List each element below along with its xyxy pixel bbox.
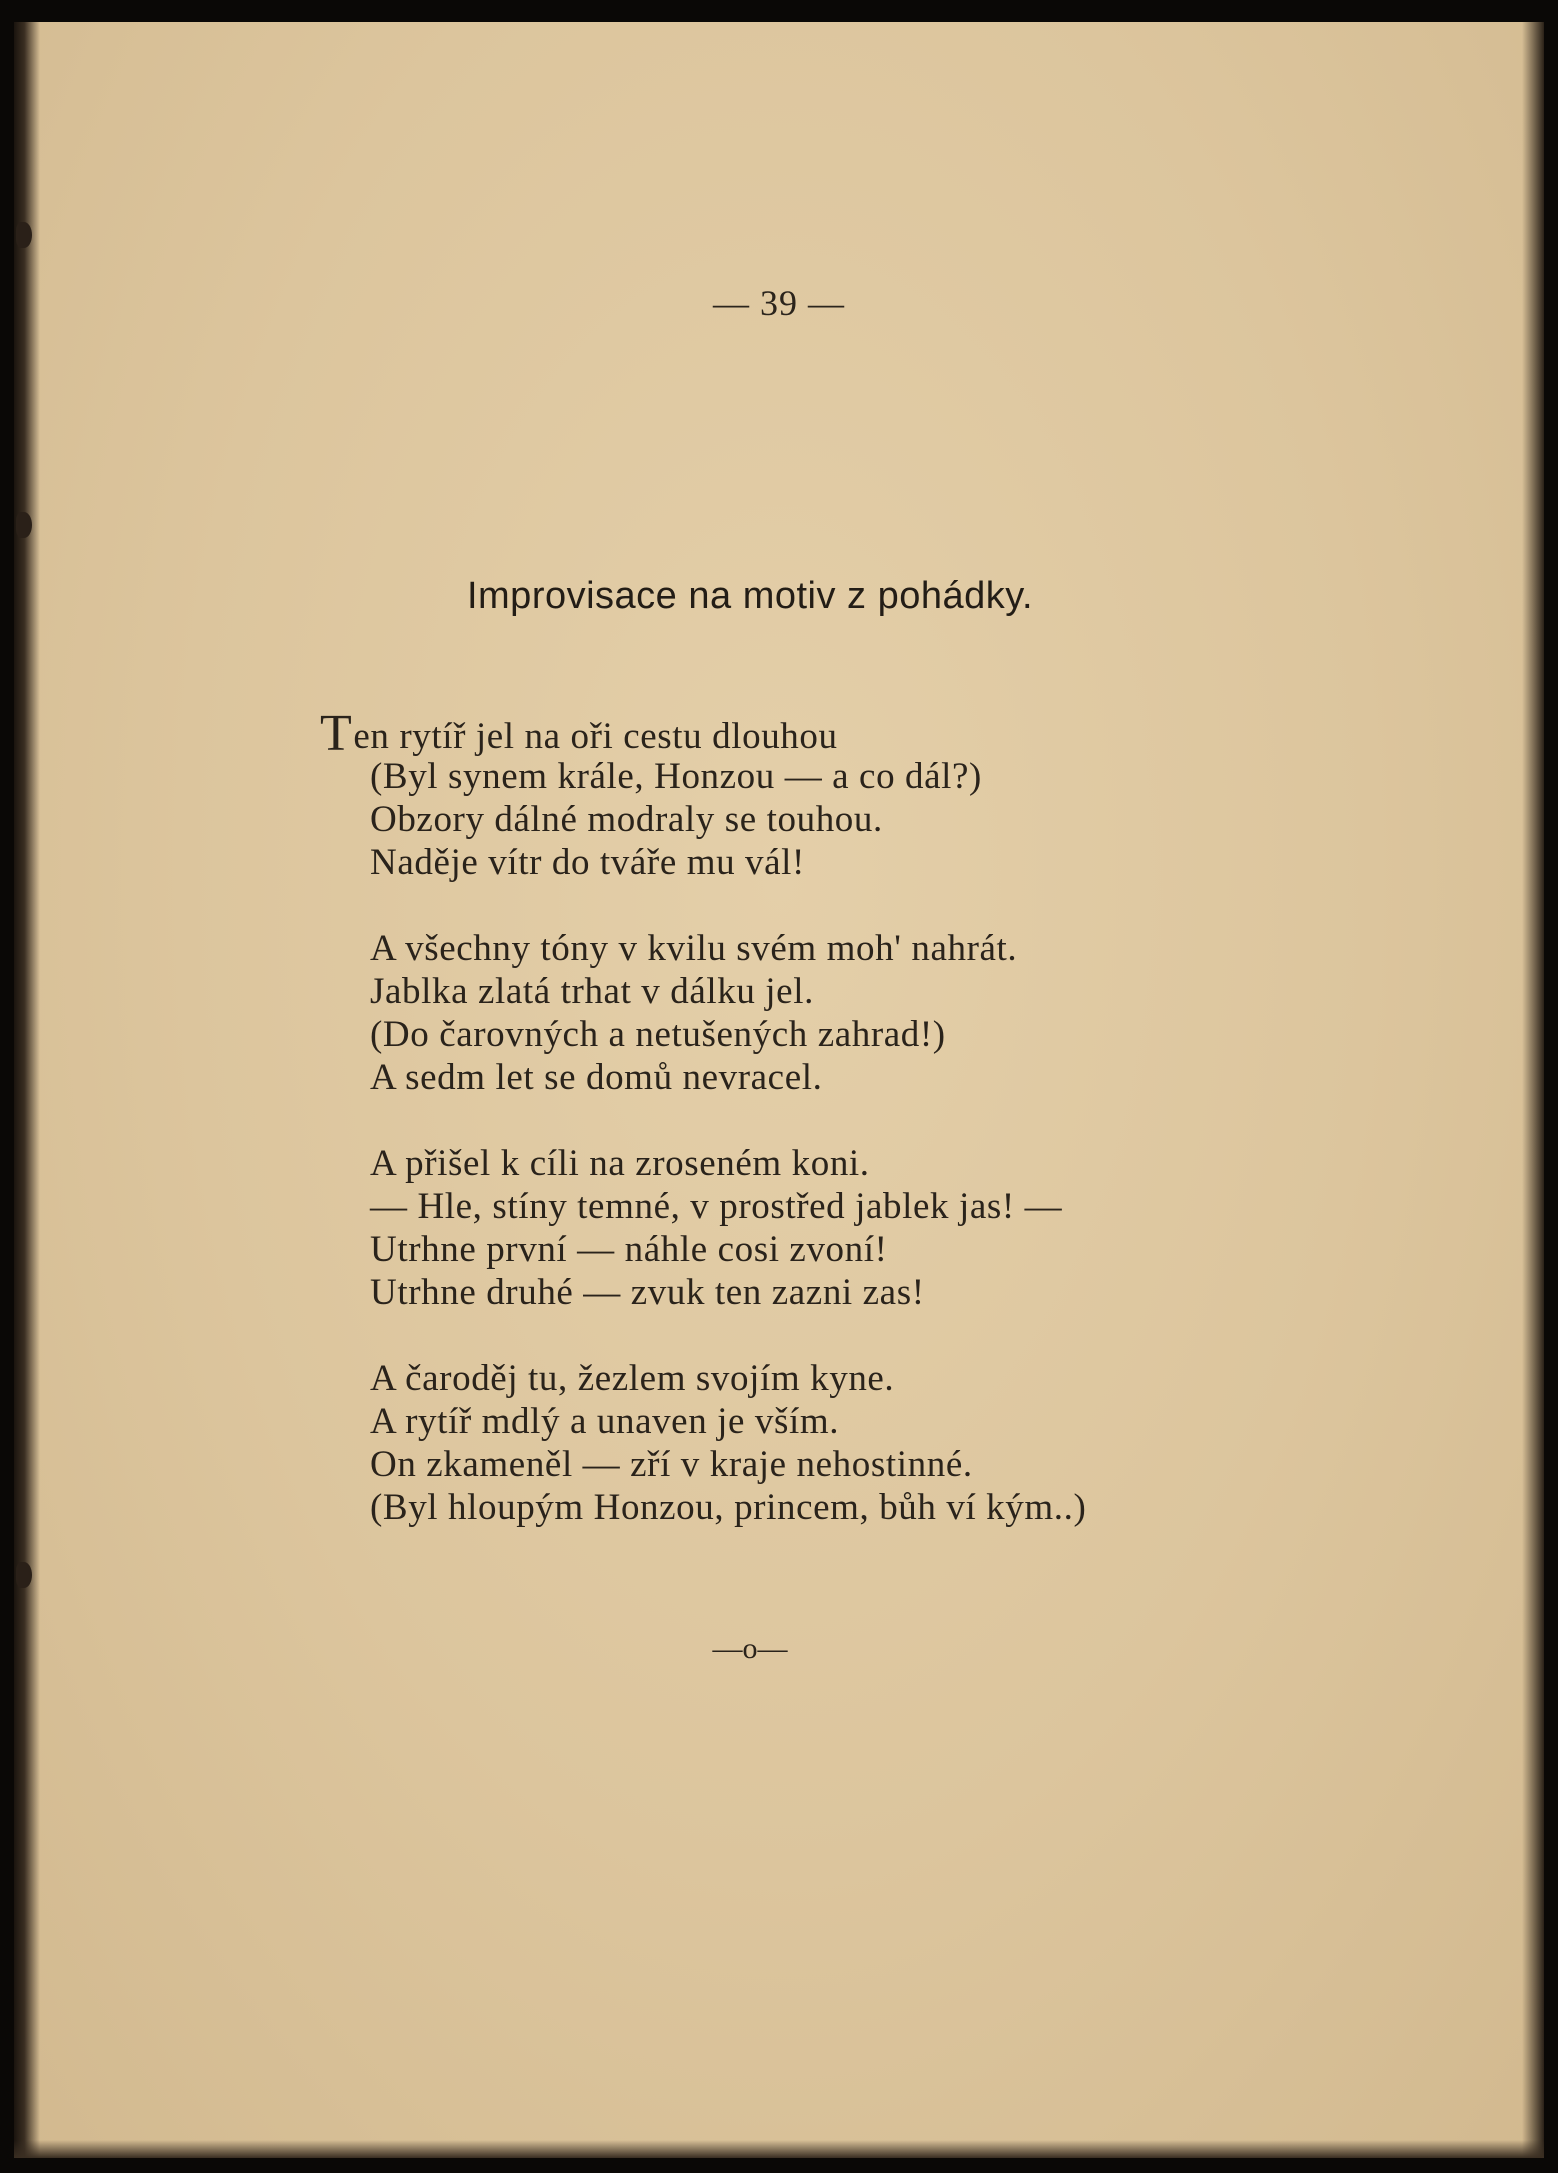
page-number: — 39 — — [713, 283, 845, 323]
poem-line: (Byl synem krále, Honzou — a co dál?) — [370, 756, 982, 797]
poem-line: A čaroděj tu, žezlem svojím kyne. — [370, 1358, 895, 1399]
poem-line: (Do čarovných a netušených zahrad!) — [370, 1014, 946, 1055]
poem-line: Utrhne druhé — zvuk ten zazni zas! — [370, 1272, 925, 1313]
poem-line: A sedm let se domů nevracel. — [370, 1057, 823, 1098]
bottom-edge-shadow — [14, 2140, 1544, 2158]
end-ornament: —o— — [712, 1632, 788, 1665]
first-line-text: en rytíř jel na oři cestu dlouhou — [353, 716, 838, 757]
poem-line: On zkameněl — zří v kraje nehostinné. — [370, 1444, 973, 1485]
poem-line: Obzory dálné modraly se touhou. — [370, 799, 883, 840]
stanza-4 — [370, 1357, 1370, 1529]
poem-line: — Hle, stíny temné, v prostřed jablek jas! — — [370, 1186, 1063, 1227]
right-edge-shadow — [1522, 22, 1544, 2158]
stanza-3 — [370, 1142, 1370, 1314]
book-spine-shadow — [14, 22, 40, 2158]
poem-line: (Byl hloupým Honzou, princem, bůh ví kým..) — [370, 1487, 1087, 1528]
poem-line: A rytíř mdlý a unaven je vším. — [370, 1401, 840, 1442]
poem-line: Utrhne první — náhle cosi zvoní! — [370, 1229, 888, 1270]
stanza-2 — [370, 927, 1370, 1099]
binding-stitch — [16, 222, 32, 248]
poem-line: A všechny tóny v kvilu svém moh' nahrát. — [370, 928, 1018, 969]
poem-line: Jablka zlatá trhat v dálku jel. — [370, 971, 814, 1012]
poem-body — [320, 705, 1370, 1572]
binding-stitch — [16, 512, 32, 538]
stanza-1 — [320, 705, 1370, 884]
poem-title: Improvisace na motiv z pohádky. — [466, 575, 1034, 617]
drop-cap: T — [320, 705, 353, 762]
poem-line — [320, 705, 1370, 762]
poem-line: A přišel k cíli na zroseném koni. — [370, 1143, 870, 1184]
poem-line: Naděje vítr do tváře mu vál! — [370, 842, 805, 883]
binding-stitch — [16, 1562, 32, 1588]
